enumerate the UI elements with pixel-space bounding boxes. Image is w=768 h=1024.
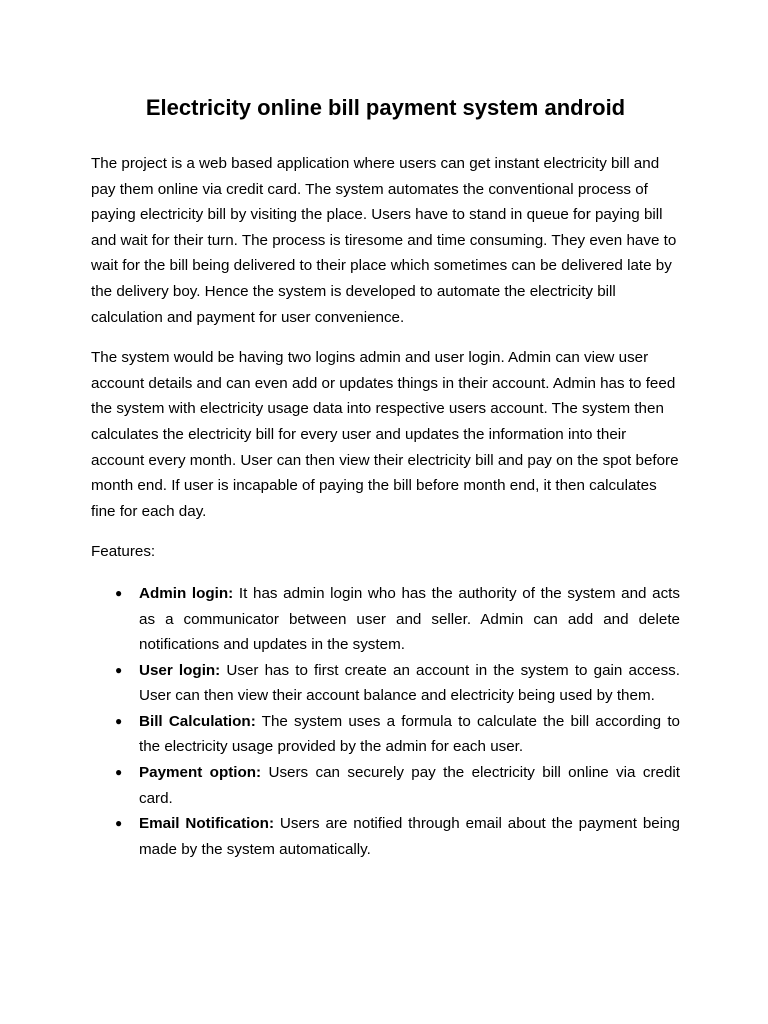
bullet-icon: ● xyxy=(115,765,123,780)
bullet-icon: ● xyxy=(115,713,123,728)
feature-term: Bill Calculation: xyxy=(139,712,256,730)
page-title: Electricity online bill payment system android xyxy=(145,95,626,120)
logins-paragraph: The system would be having two logins admin and user login. Admin can view user account details and can even add or updates things in their account. Admin has to feed the system with electricity usage data into respective users account. The system then calculates the electricity bill for every user and updates the information into their account every month. User can then view their electricity bill and pay on the spot before month end. If user is incapable of paying the bill before month end, it then calculates fine for each day. xyxy=(91,349,679,520)
feature-description: The system uses a formula to calculate the bill according to the electricity usage provided by the admin for each user. xyxy=(139,712,680,756)
feature-item-admin-login xyxy=(91,581,680,658)
feature-description: It has admin login who has the authority of the system and acts as a communicator between user and seller. Admin can add and delete notifications and updates in the system. xyxy=(139,584,680,654)
feature-item-payment-option xyxy=(91,760,680,811)
features-heading: Features: xyxy=(91,543,156,561)
bullet-icon: ● xyxy=(115,662,123,677)
feature-term: Email Notification: xyxy=(139,815,274,833)
intro-paragraph: The project is a web based application where users can get instant electricity bill and pay them online via credit card. The system automates the conventional process of paying electricity bill by visiting the place. Users have to stand in queue for paying bill and wait for their turn. The process is tiresome and time consuming. They even have to wait for the bill being delivered to their place which sometimes can be delivered late by the delivery boy. Hence the system is developed to automate the electricity bill calculation and payment for user convenience. xyxy=(91,155,677,326)
feature-item-bill-calculation xyxy=(91,709,680,760)
feature-term: User login: xyxy=(139,661,221,679)
feature-item-email-notification xyxy=(91,811,680,862)
feature-term: Admin login: xyxy=(139,584,234,602)
feature-description: User has to first create an account in the system to gain access. User can then view their account balance and electricity being used by them. xyxy=(139,661,680,705)
features-list xyxy=(91,581,680,863)
feature-term: Payment option: xyxy=(139,764,262,782)
feature-item-user-login xyxy=(91,658,680,709)
bullet-icon: ● xyxy=(115,585,123,600)
feature-description: Users can securely pay the electricity bill online via credit card. xyxy=(139,764,680,807)
feature-description: Users are notified through email about the payment being made by the system automatically. xyxy=(139,815,680,858)
bullet-icon: ● xyxy=(115,816,123,831)
